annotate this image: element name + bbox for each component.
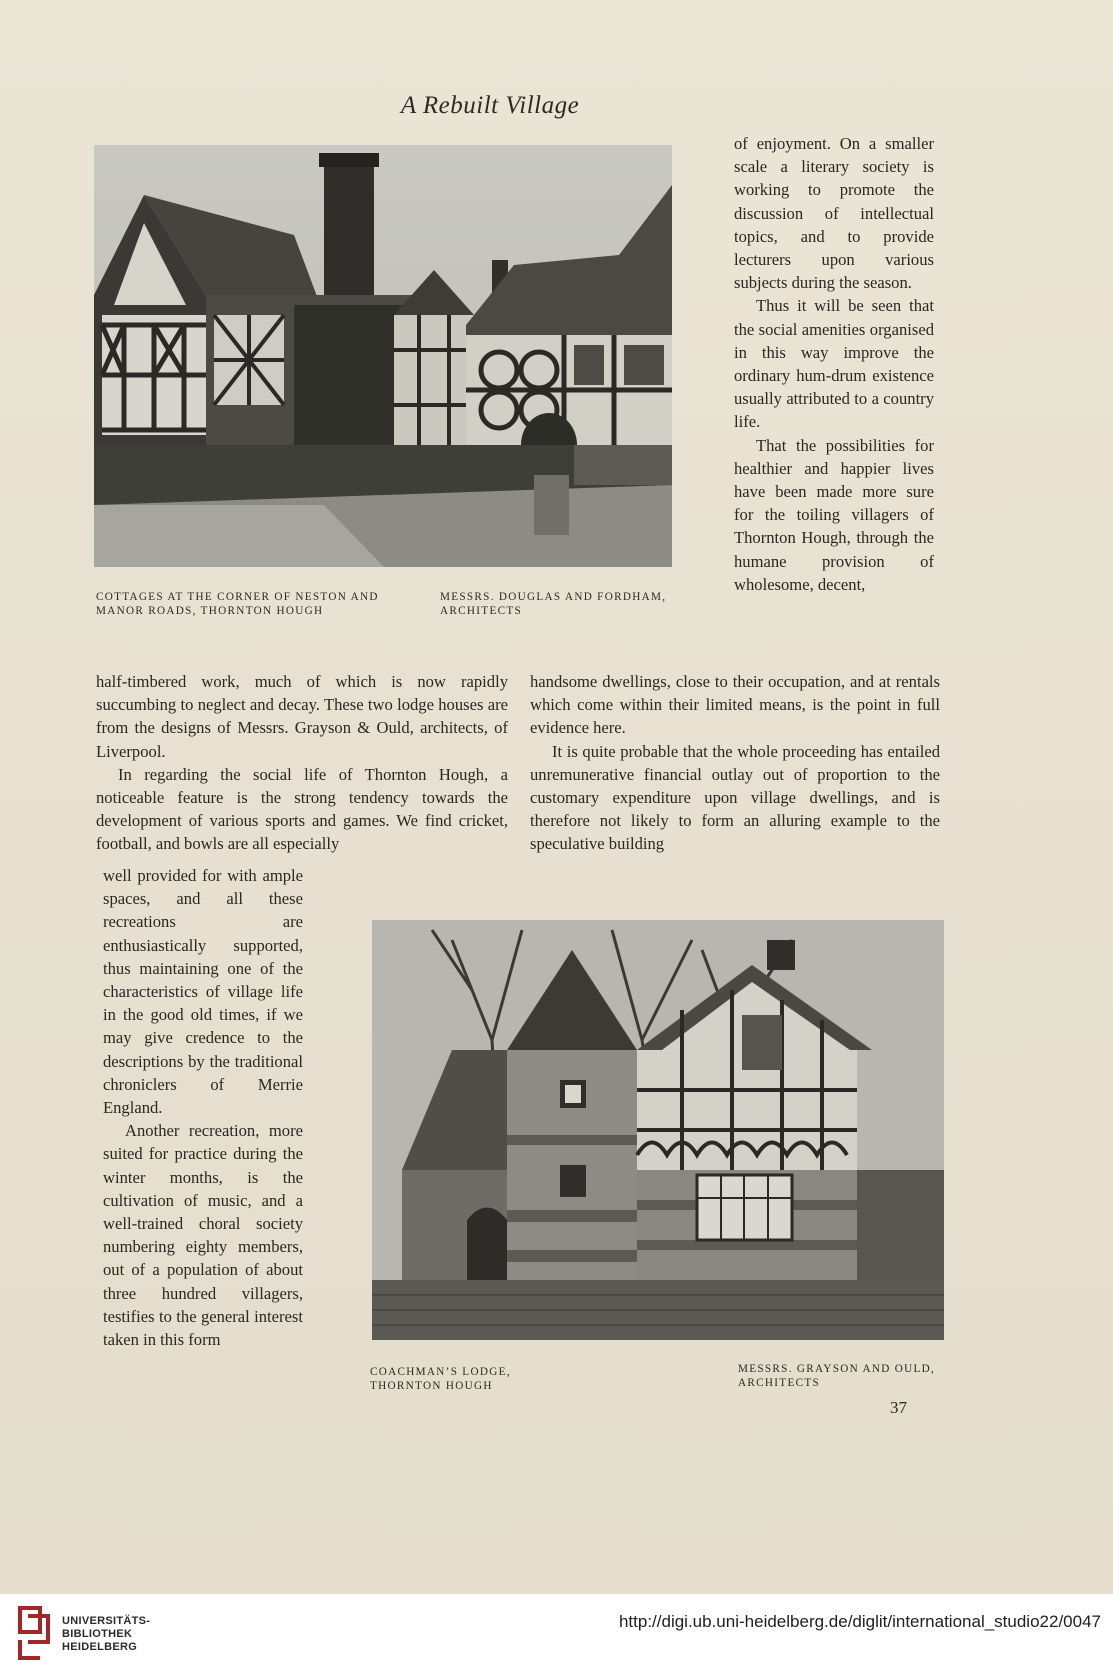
caption-line: MANOR ROADS, THORNTON HOUGH — [96, 605, 324, 617]
caption-line: ARCHITECTS — [738, 1377, 820, 1389]
digitization-footer — [0, 1594, 1113, 1674]
coachmans-lodge-photo — [372, 920, 944, 1340]
paragraph: well provided for with ample spaces, and all these recreations are enthusiastically supported, thus maintaining one of the characteristics of village life in the good old times, if we may give credence to the descriptions by the traditional chroniclers of Merrie England. — [103, 866, 303, 1118]
paragraph: half-timbered work, much of which is now rapidly succumbing to neglect and decay. These two lodge houses are from the designs of Messrs. Grayson & Ould, architects, of Liverpool. — [96, 672, 508, 761]
paragraph: Thus it will be seen that the social amenities organised in this way improve the ordinary hum-drum existence usually attributed to a country life. — [734, 296, 934, 432]
caption-line: COACHMAN’S LODGE, — [370, 1366, 511, 1378]
caption-line: COTTAGES AT THE CORNER OF NESTON AND — [96, 591, 379, 603]
figure-1-caption-left — [96, 590, 426, 618]
paragraph: of enjoyment. On a smaller scale a literary society is working to promote the discussion of intellectual topics, and to provide lecturers upon various subjects during the season. — [734, 134, 934, 293]
library-logo — [12, 1602, 62, 1664]
running-head: A Rebuilt Village — [400, 92, 580, 119]
figure-2-caption-right — [738, 1362, 960, 1390]
right-column-mid — [530, 670, 940, 856]
figure-1-caption-right — [440, 590, 710, 618]
library-name-line: HEIDELBERG — [62, 1641, 138, 1653]
caption-line: MESSRS. DOUGLAS AND FORDHAM, — [440, 591, 667, 603]
caption-line: ARCHITECTS — [440, 605, 522, 617]
figure-2-caption-left — [370, 1365, 620, 1393]
left-column-mid — [96, 670, 508, 856]
paragraph: handsome dwellings, close to their occupation, and at rentals which come within their limited means, is the point in full evidence here. — [530, 672, 940, 738]
caption-line: THORNTON HOUGH — [370, 1380, 493, 1392]
library-name-line: BIBLIOTHEK — [62, 1628, 133, 1640]
left-column-bottom — [103, 864, 303, 1351]
cottages-photo — [94, 145, 672, 567]
paragraph: In regarding the social life of Thornton Hough, a noticeable feature is the strong tendency towards the development of various sports and games. We find cricket, football, and bowls are all especially — [96, 764, 508, 854]
library-name — [62, 1615, 150, 1654]
caption-line: MESSRS. GRAYSON AND OULD, — [738, 1363, 936, 1375]
page-number: 37 — [890, 1398, 907, 1417]
paragraph: That the possibilities for healthier and happier lives have been made more sure for the toiling villagers of Thornton Hough, through the humane provision of wholesome, decent, — [734, 435, 934, 594]
paragraph: Another recreation, more suited for practice during the winter months, is the cultivation of music, and a well-trained choral society numbering eighty members, out of a population of about three hundred villagers, testifies to the general interest taken in this form — [103, 1121, 303, 1350]
library-name-line: UNIVERSITÄTS- — [62, 1615, 151, 1627]
paragraph: It is quite probable that the whole proceeding has entailed unremunerative financial outlay out of proportion to the customary expenditure upon village dwellings, and is therefore not likely to form an alluring example to the speculative building — [530, 741, 940, 854]
right-column-top — [734, 132, 934, 596]
source-url-link[interactable]: http://digi.ub.uni-heidelberg.de/diglit/international_studio22/0047 — [618, 1612, 1101, 1631]
